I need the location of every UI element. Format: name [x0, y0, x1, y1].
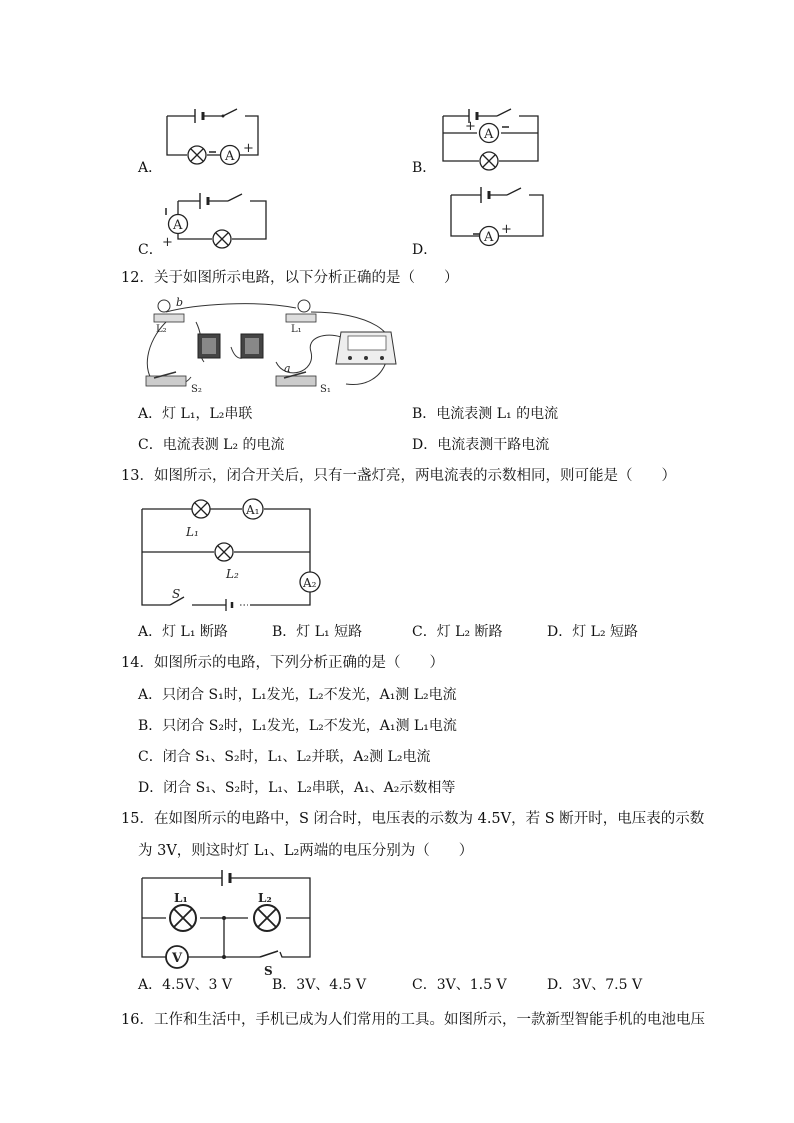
q13-option-b[interactable]: B．灯 L₁ 短路: [272, 624, 363, 640]
q15-option-c[interactable]: C．3V、1.5 V: [412, 977, 507, 993]
svg-text:A: A: [225, 149, 235, 164]
q15-label-s: S: [264, 964, 273, 978]
q11-option-d-letter: D．: [412, 242, 438, 258]
q12-option-c[interactable]: C．电流表测 L₂ 的电流: [138, 437, 285, 453]
q13-circuit-figure: [140, 500, 330, 610]
svg-text:A₁: A₁: [246, 503, 260, 517]
q12-label-l2: L₂: [156, 324, 167, 335]
q15-option-a[interactable]: A．4.5V、3 V: [138, 977, 232, 993]
q11-circuit-b: [441, 108, 541, 170]
svg-text:+: +: [501, 222, 512, 237]
q12-stem: 12．关于如图所示电路，以下分析正确的是（ ）: [121, 270, 459, 286]
q12-ammeter: [336, 332, 396, 364]
q13-option-a[interactable]: A．灯 L₁ 断路: [138, 624, 228, 640]
svg-text:+: +: [243, 141, 254, 156]
svg-text:A: A: [484, 230, 494, 245]
svg-text:V: V: [172, 951, 183, 966]
q11-option-b-letter: B．: [412, 160, 437, 176]
q12-label-b: b: [176, 296, 184, 309]
svg-text:+: +: [162, 235, 173, 250]
q13-label-l1: L₁: [186, 525, 199, 539]
q12-option-b[interactable]: B．电流表测 L₁ 的电流: [412, 406, 559, 422]
q14-option-d[interactable]: D．闭合 S₁、S₂时，L₁、L₂串联，A₁、A₂示数相等: [138, 780, 456, 796]
q15-label-l1: L₁: [174, 891, 188, 905]
svg-text:A₂: A₂: [303, 576, 317, 590]
q12-label-s2: S₂: [191, 384, 202, 395]
q15-option-b[interactable]: B．3V、4.5 V: [272, 977, 367, 993]
q13-option-c[interactable]: C．灯 L₂ 断路: [412, 624, 503, 640]
q13-stem: 13．如图所示，闭合开关后，只有一盏灯亮，两电流表的示数相同，则可能是（ ）: [121, 468, 676, 484]
q16-stem: 16．工作和生活中，手机已成为人们常用的工具。如图所示，一款新型智能手机的电池电压: [121, 1012, 705, 1028]
q12-option-d[interactable]: D．电流表测干路电流: [412, 437, 550, 453]
q14-option-b[interactable]: B．只闭合 S₂时，L₁发光，L₂不发光，A₁测 L₁电流: [138, 718, 457, 734]
q11-option-a-letter: A．: [138, 160, 163, 176]
q15-switch: [260, 951, 278, 957]
q12-circuit-figure: [136, 292, 406, 402]
q14-option-a[interactable]: A．只闭合 S₁时，L₁发光，L₂不发光，A₁测 L₂电流: [138, 687, 457, 703]
q11-circuit-c: [162, 189, 276, 251]
q12-option-a[interactable]: A．灯 L₁，L₂串联: [138, 406, 253, 422]
q12-label-l1: L₁: [291, 324, 302, 335]
q15-label-l2: L₂: [258, 891, 272, 905]
q15-stem-line2: 为 3V，则这时灯 L₁、L₂两端的电压分别为（ ）: [138, 843, 474, 859]
q13-label-l2: L₂: [226, 567, 239, 581]
q14-option-c[interactable]: C．闭合 S₁、S₂时，L₁、L₂并联，A₂测 L₂电流: [138, 749, 431, 765]
q12-label-a: a: [284, 362, 291, 375]
q15-option-d[interactable]: D．3V、7.5 V: [547, 977, 643, 993]
q11-circuit-a: [165, 108, 265, 168]
q12-bulb-l1: [286, 300, 316, 322]
q13-option-d[interactable]: D．灯 L₂ 短路: [547, 624, 639, 640]
q15-stem-line1: 15．在如图所示的电路中，S 闭合时，电压表的示数为 4.5V，若 S 断开时，电压表的示数: [121, 811, 705, 827]
q11-circuit-d: [449, 185, 549, 247]
svg-text:A: A: [484, 127, 494, 142]
q14-stem: 14．如图所示的电路，下列分析正确的是（ ）: [121, 655, 444, 671]
svg-text:+: +: [465, 119, 476, 134]
q13-label-s: S: [172, 587, 181, 601]
svg-text:A: A: [173, 218, 183, 233]
q11-option-c-letter: C．: [138, 242, 163, 258]
q12-label-s1: S₁: [320, 384, 331, 395]
q15-circuit-figure: [140, 872, 320, 978]
